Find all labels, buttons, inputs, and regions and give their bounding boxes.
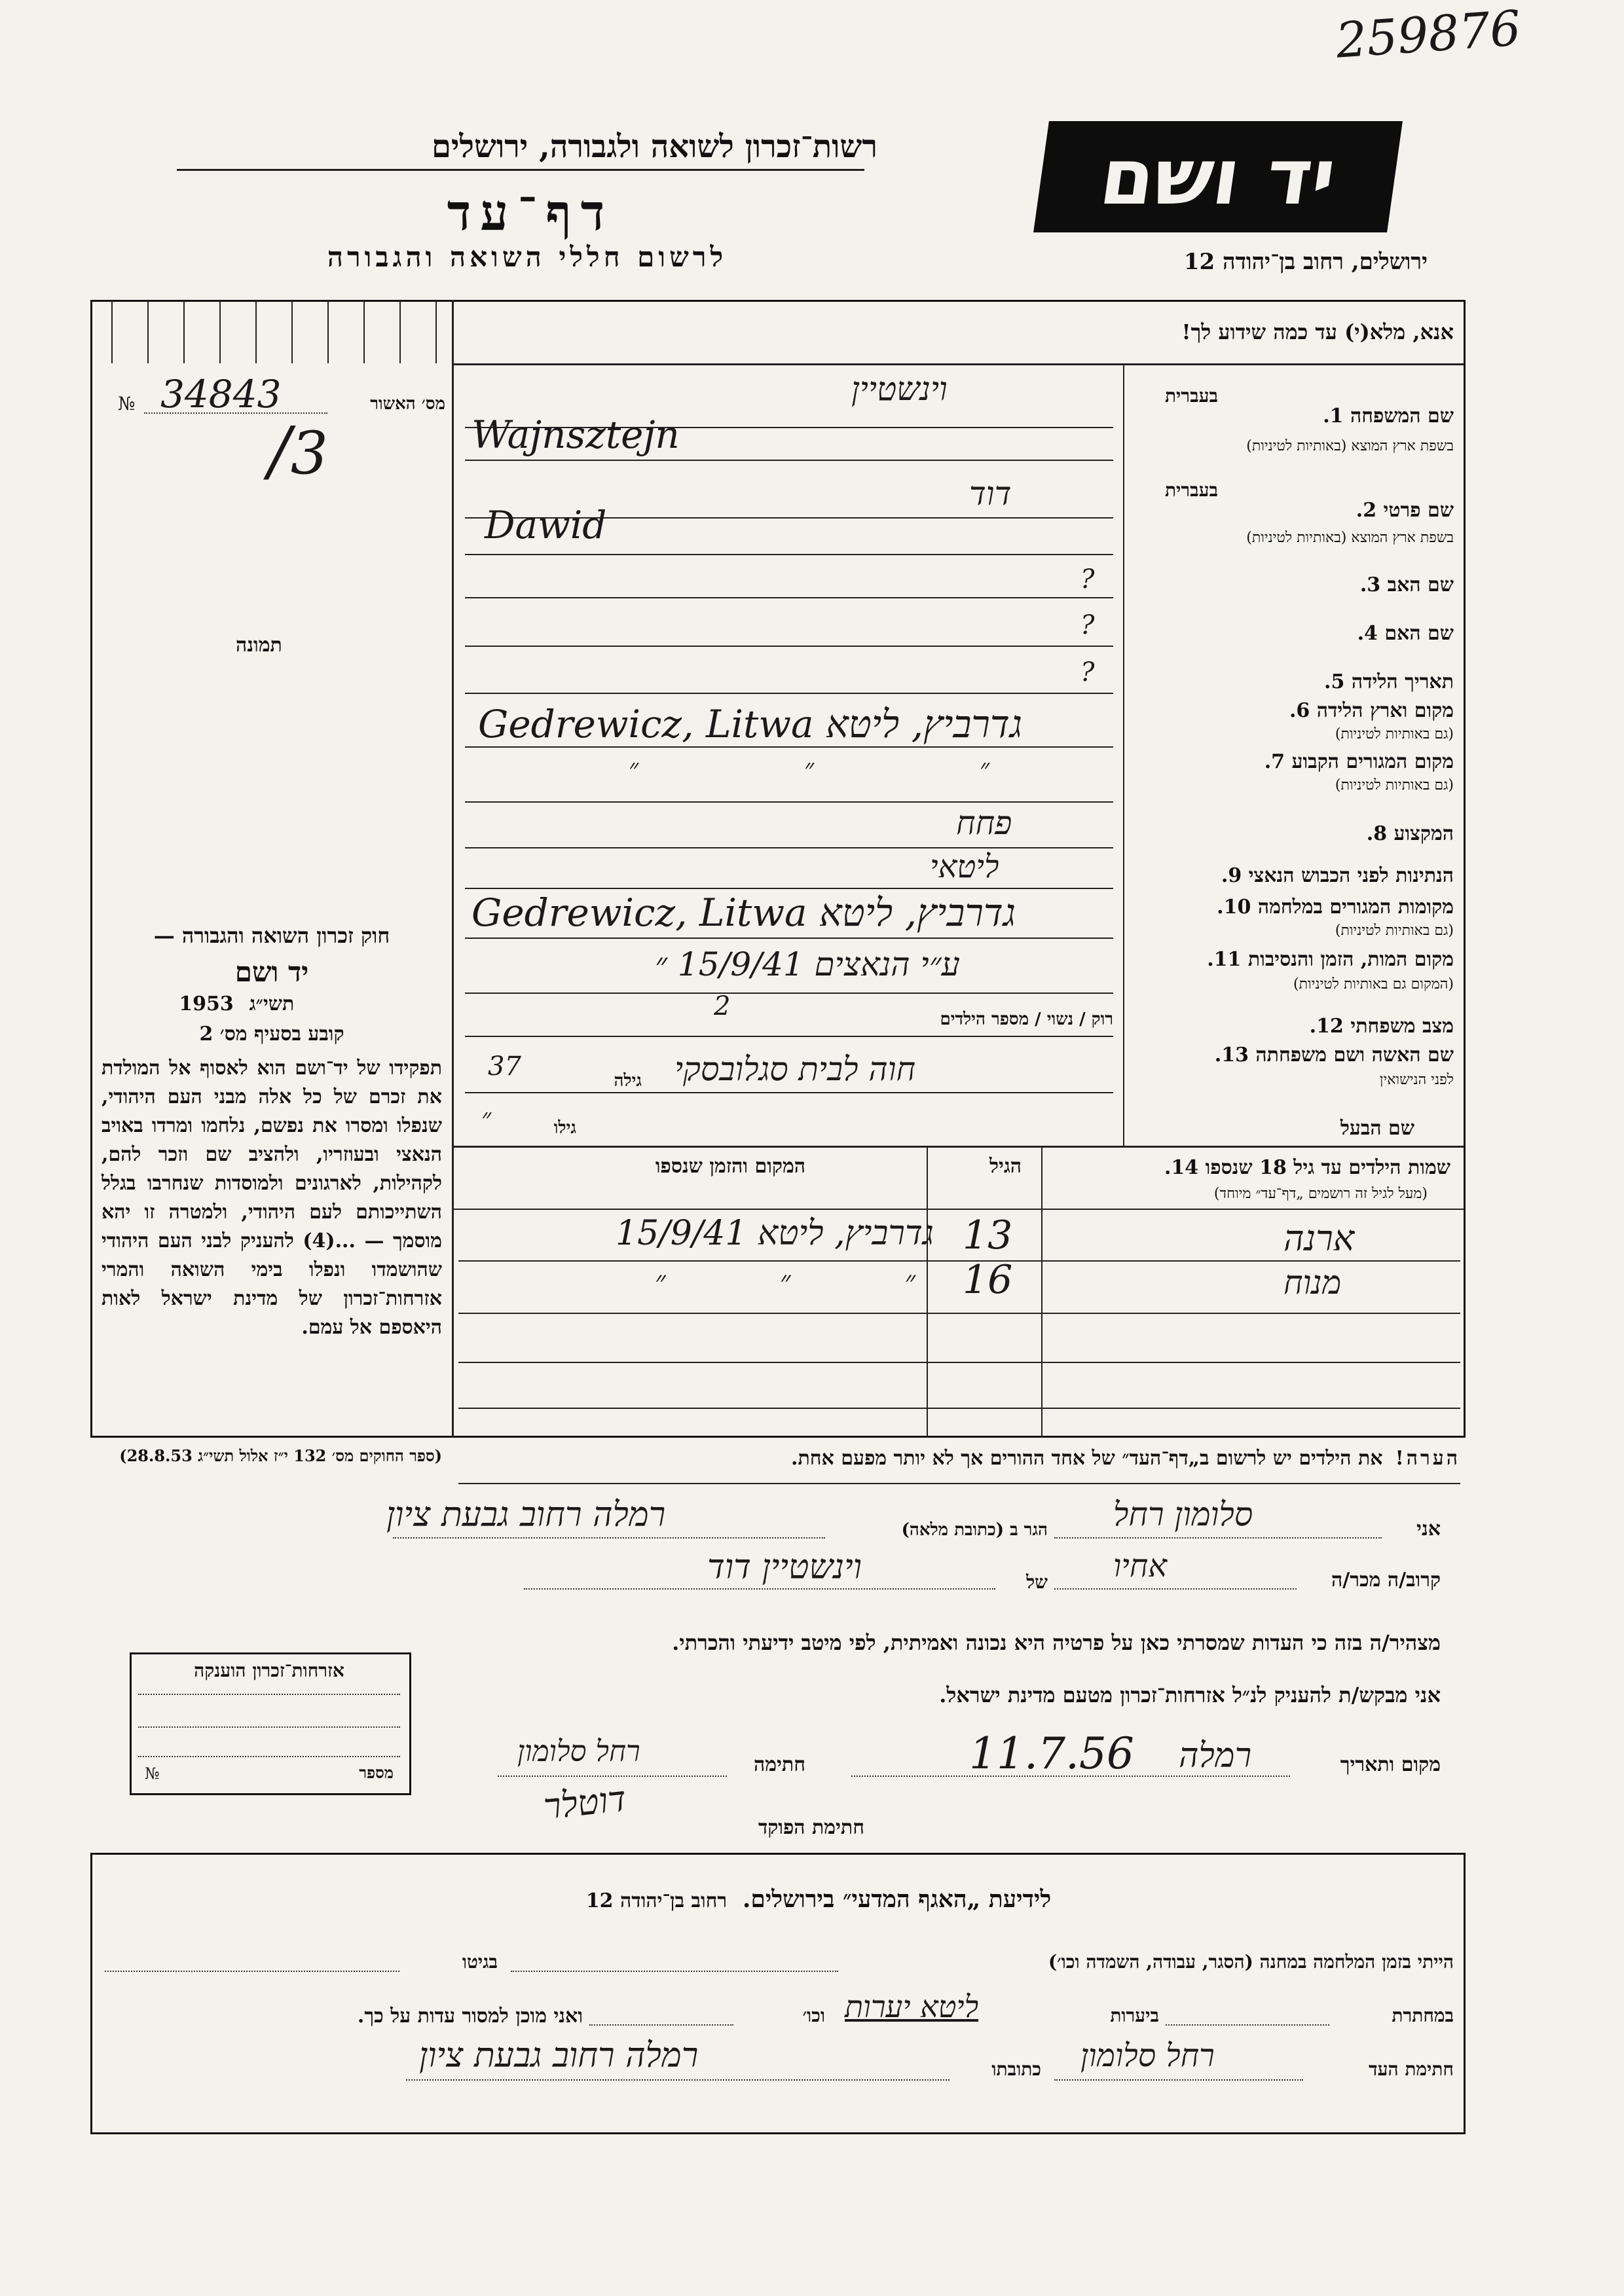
footer-line-1-start: הייתי בזמן המלחמה במחנה (הסגר, עבודה, השמדה וכו׳) — [1048, 1951, 1454, 1973]
declaration-place: רמלה — [1179, 1736, 1252, 1776]
field-10-label: מקומות המגורים במלחמה 10. — [1217, 896, 1454, 919]
field-8-value: פחח — [956, 804, 1012, 842]
child-2-age: 16 — [963, 1257, 1013, 1303]
child-1-name: ארנה — [1283, 1218, 1355, 1259]
citizenship-prefix: № — [145, 1764, 160, 1783]
children-col-age: הגיל — [989, 1155, 1022, 1178]
authority-title: רשות־זכרון לשואה ולגבורה, ירושלים — [431, 128, 877, 165]
children-title: שמות הילדים עד גיל 18 שנספו 14. — [1164, 1156, 1450, 1179]
declaration-subject: וינשטיין דוד — [707, 1548, 862, 1587]
law-name: יד ושם — [234, 956, 309, 988]
law-text: תפקידו של יד־ושם הוא לאסוף אל המולדת את זכרם של כל אלה מבני העם היהודי, שנפלו ומסרו את נפשם, נלחמו ומרדו באויב הנאצי ובעוזריו, ולהציב שם וזכר להם, לקהילות, לארגונים ולמוסדות שנחרבו בגלל השתייכותם לעם היהודי, ולמטרה זו יהא מוסמך — ...(4) להעניק לבני העם היהודי שהושמדו ונפלו בימי השואה והמרי אזרחות־זכרון של מדינת ישראל לאות היאספם אל עמם. — [101, 1057, 442, 1339]
children-sub: (מעל לגיל זה רושמים „דף־עד״ מיוחד) — [1213, 1186, 1428, 1202]
declaration-statement: מצהיר/ה בזה כי העדות שמסרתי כאן על פרטיה היא נכונה ואמיתית, לפי מיטב ידיעתי והכרתי. — [672, 1630, 1441, 1655]
field-8-label: המקצוע 8. — [1366, 822, 1454, 845]
child-2-name: מנוח — [1283, 1264, 1342, 1302]
officer-signature: דוטלר — [542, 1777, 629, 1828]
yad-vashem-logo — [1033, 121, 1403, 232]
field-1-sub: בשפת ארץ המוצא (באותיות לטיניות) — [1246, 438, 1454, 454]
field-12-options: רוק / נשוי / מספר הילדים — [940, 1010, 1113, 1029]
child-2-place: ״ ״ ״ — [655, 1265, 969, 1298]
header-address: ירושלים, רחוב בן־יהודה 12 — [1183, 249, 1428, 275]
instruction-text: אנא, מלא(י) עד כמה שידוע לך! — [1181, 319, 1454, 344]
footer-title: לידיעת „האגף המדעי״ בירושלים. — [742, 1886, 1052, 1913]
field-4-value: ? — [1080, 610, 1095, 640]
citizenship-box — [130, 1652, 411, 1795]
declaration-request: אני מבקש/ת להעניק לנ״ל אזרחות־זכרון מטעם מדינת ישראל. — [939, 1683, 1441, 1707]
field-4-label: שם האם 4. — [1357, 622, 1454, 645]
footer-forests-value: ליטא יערות — [845, 1989, 979, 2024]
photo-label: תמונה — [236, 634, 282, 657]
field-6-sub: (גם באותיות לטיניות) — [1335, 726, 1454, 742]
declaration-relative-label: קרוב/ה מכר/ה — [1331, 1569, 1441, 1592]
fields-label-divider — [1123, 363, 1124, 1146]
footer-heading — [458, 1886, 1179, 1913]
officer-label: חתימת הפוקד — [758, 1816, 864, 1839]
field-2-hebrew: דוד — [969, 475, 1012, 513]
field-2-latin: Dawid — [485, 503, 607, 547]
registration-prefix: № — [118, 393, 136, 414]
law-reference: (ספר החוקים מס׳ 132 י״ז אלול תשי״ג 28.8.53) — [119, 1446, 442, 1465]
field-1-tag: בעברית — [1164, 385, 1218, 407]
footer-ready: ואני מוכן למסור עדות על כך. — [357, 2005, 583, 2028]
field-13-age: 37 — [488, 1051, 521, 1082]
registration-number: 34843 — [160, 372, 282, 416]
declaration-ani: אני — [1416, 1518, 1441, 1540]
child-1-age: 13 — [963, 1212, 1013, 1258]
field-1-latin: Wajnsztejn — [471, 412, 680, 457]
witness-label: חתימת העד — [1369, 2058, 1454, 2080]
footer-address: רחוב בן־יהודה 12 — [585, 1889, 728, 1912]
declaration-relation: אחיו — [1113, 1548, 1168, 1584]
place-date-label: מקום ותאריך — [1340, 1753, 1441, 1776]
form-subtitle: לרשום חללי השואה והגבורה — [327, 241, 728, 273]
field-7-sub: (גם באותיות לטיניות) — [1335, 777, 1454, 793]
note-label: הערה! — [1395, 1447, 1460, 1470]
field-13-sub: לפני הנישואין — [1379, 1072, 1454, 1088]
registration-strip — [92, 301, 451, 363]
field-11-sub: (המקום גם באותיות לטיניות) — [1293, 976, 1454, 993]
child-1-place: גדרביץ, ליטא 15/9/41 — [616, 1214, 934, 1253]
declaration-name: סלומון רחל — [1113, 1495, 1253, 1533]
field-1-label: שם המשפחה 1. — [1323, 405, 1454, 428]
footer-etc: וכו׳ — [802, 2005, 825, 2026]
field-13-label: שם האשה ושם משפחתה 13. — [1214, 1044, 1454, 1066]
field-13-age-label: גילה — [614, 1071, 642, 1091]
children-col-place: המקום והזמן שנספו — [655, 1155, 805, 1178]
footer-forests: ביערות — [1110, 2005, 1159, 2026]
declaration-address: רמלה רחוב גבעת ציון — [386, 1495, 666, 1535]
field-12-label: מצב משפחתי 12. — [1309, 1015, 1454, 1038]
field-12-value: 2 — [714, 991, 731, 1021]
field-11-value: ע״י הנאצים 15/9/41 ״ — [655, 945, 960, 983]
law-year-he: תשי״ג — [249, 993, 295, 1015]
declaration-signature: רחל סלומון — [517, 1735, 640, 1768]
field-6-label: מקום וארץ הלידה 6. — [1289, 699, 1454, 722]
field-9-label: הנתינות לפני הכבוש הנאצי 9. — [1221, 864, 1454, 887]
field-2-label: שם פרטי 2. — [1356, 499, 1454, 522]
field-2-sub: בשפת ארץ המוצא (באותיות לטיניות) — [1246, 530, 1454, 546]
field-11-label: מקום המות, הזמן והנסיבות 11. — [1207, 948, 1454, 971]
law-section: קובע בסעיף מס׳ 2 — [199, 1023, 344, 1046]
citizenship-number-label: מספר — [359, 1763, 394, 1782]
husband-age-value: ״ — [481, 1103, 492, 1133]
footer-underground: במחתרת — [1392, 2005, 1454, 2026]
witness-address-label: כתובתו — [991, 2058, 1041, 2080]
signature-label: חתימה — [754, 1753, 805, 1776]
field-13-value: חוה לבית סגלובסקי — [674, 1050, 916, 1088]
field-10-sub: (גם באותיות לטיניות) — [1335, 922, 1454, 939]
archive-number: 259876 — [1334, 0, 1523, 69]
field-5-value: ? — [1080, 657, 1095, 687]
witness-address: רמלה רחוב גבעת ציון — [419, 2036, 699, 2075]
field-6-value: Gedrewicz, Litwa גדרביץ, ליטא — [478, 702, 1022, 746]
field-3-value: ? — [1080, 564, 1095, 594]
field-7-value: ״ ״ ״ — [629, 754, 1069, 784]
law-title: חוק זכרון השואה והגבורה — — [153, 923, 390, 948]
registration-label: מס׳ האשור — [370, 394, 445, 414]
note-text: את הילדים יש לרשום ב„דף־העד״ של אחד ההורים אך לא יותר מפעם אחת. — [791, 1447, 1383, 1470]
citizenship-title: אזרחות־זכרון הוענקה — [194, 1660, 344, 1681]
field-9-value: ליטאי — [930, 848, 999, 885]
field-2-tag: בעברית — [1164, 479, 1218, 501]
field-1-hebrew: וינשטיין — [851, 370, 948, 408]
declaration-of: של — [1026, 1571, 1048, 1593]
field-10-value: Gedrewicz, Litwa גדרביץ, ליטא — [471, 890, 1016, 935]
husband-label: שם הבעל — [1340, 1117, 1414, 1140]
field-3-label: שם האב 3. — [1359, 574, 1454, 596]
logo-text: יד ושם — [1094, 132, 1342, 222]
registration-fraction-value: 3 — [290, 419, 328, 488]
footer-line-1-end: בגיטו — [462, 1951, 498, 1973]
field-5-label: תאריך הלידה 5. — [1324, 670, 1454, 693]
husband-age-label: גילו — [553, 1118, 576, 1138]
authority-underline — [177, 169, 864, 171]
declaration-lives-at: הגר ב (כתובת מלאה) — [901, 1520, 1048, 1540]
note-line — [458, 1447, 1460, 1470]
law-year: 1953 — [179, 993, 234, 1015]
declaration-date: 11.7.56 — [969, 1728, 1134, 1779]
main-divider — [452, 300, 454, 1438]
registration-fraction: /3 — [268, 412, 328, 489]
field-7-label: מקום המגורים הקבוע 7. — [1264, 750, 1454, 773]
form-title: דף־עד — [447, 183, 614, 242]
witness-signature: רחל סלומון — [1080, 2037, 1215, 2074]
